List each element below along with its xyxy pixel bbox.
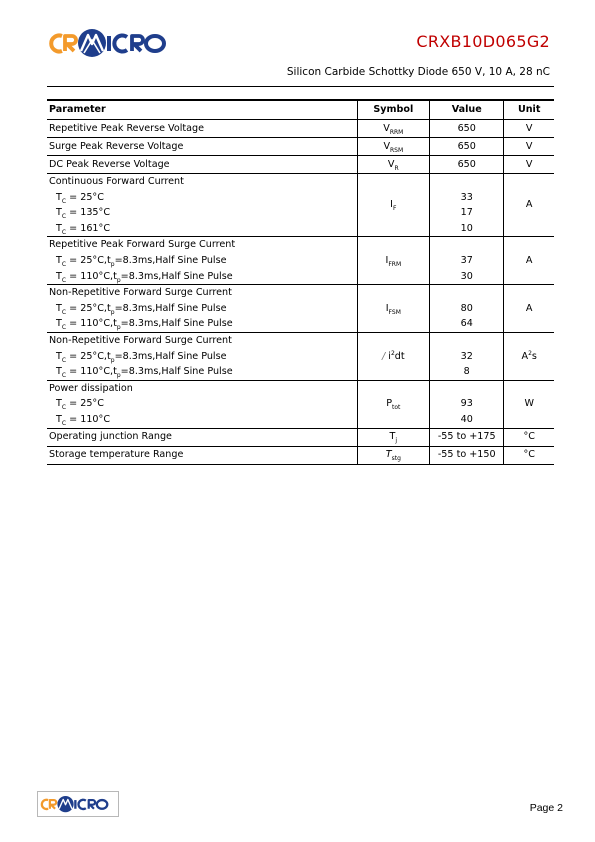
param-title: Continuous Forward Current: [49, 176, 184, 187]
symbol-cell: $V_{RRM}$: [357, 120, 430, 138]
param-title: Power dissipation: [49, 382, 133, 394]
value-cell: -55 to +150: [430, 446, 504, 464]
footer-company-logo: [37, 791, 119, 821]
param-cell: [47, 237, 357, 285]
table-row: [47, 332, 554, 380]
table-row: [47, 285, 554, 333]
condition-line: $T_C$ = $110^\circ C,t_p=8.3ms,Half$ Sine Pulse: [56, 366, 233, 380]
unit-cell: A: [504, 285, 554, 333]
value-cell: 33 17 10: [430, 174, 504, 237]
symbol-cell: $I_{FSM}$: [357, 285, 430, 333]
value-cell: -55 to +175: [430, 428, 504, 446]
condition-line: $T_C = 161^\circ C$: [56, 222, 111, 236]
symbol-cell: $V_{RSM}$: [357, 138, 430, 156]
param-title: Non-Repetitive Forward Surge Current: [49, 287, 232, 299]
header-value: Value: [430, 100, 504, 120]
condition-line: $T_C$ = $25^\circ C,t_p=8.3ms,Half$ Sine Pulse: [56, 254, 227, 268]
page-number: Page 2: [529, 802, 563, 814]
table-row: [47, 380, 554, 428]
symbol-cell: $T_j$: [357, 428, 430, 446]
table-row: [47, 120, 554, 138]
param-cell: [47, 285, 357, 333]
condition-line: $T_C = 25^\circ C$: [56, 191, 104, 205]
absolute-maximum-ratings-table: [47, 99, 554, 465]
symbol-cell: $T_{stg}$: [357, 446, 430, 464]
unit-cell: V: [504, 120, 554, 138]
header-divider: [47, 86, 554, 87]
table-row: [47, 138, 554, 156]
unit-cell: °C: [504, 446, 554, 464]
unit-cell: A: [504, 237, 554, 285]
unit-cell: A: [504, 174, 554, 237]
symbol-cell: $P_{tot}$: [357, 380, 430, 428]
condition-line: $T_C$ = $110^\circ C,t_p=8.3ms,Half$ Sine Pulse: [56, 270, 233, 284]
unit-cell: $A^2s$: [504, 332, 554, 380]
value-cell: 650: [430, 138, 504, 156]
value-cell: 650: [430, 120, 504, 138]
symbol-cell: $V_R$: [357, 156, 430, 174]
param-cell: Surge Peak Reverse Voltage: [47, 138, 357, 156]
value-cell: 650: [430, 156, 504, 174]
condition-line: $T_C$ = $110^\circ C,t_p=8.3ms,Half$ Sine Pulse: [56, 318, 233, 332]
symbol-cell: $I_{FRM}$: [357, 237, 430, 285]
table-row: [47, 237, 554, 285]
value-cell: 93 40: [430, 380, 504, 428]
symbol-cell: $I_F$: [357, 174, 430, 237]
table-row: [47, 446, 554, 464]
unit-cell: V: [504, 156, 554, 174]
unit-cell: V: [504, 138, 554, 156]
param-cell: DC Peak Reverse Voltage: [47, 156, 357, 174]
value-cell: 32 8: [430, 332, 504, 380]
param-title: Non-Repetitive Forward Surge Current: [49, 334, 232, 346]
param-cell: Storage temperature Range: [47, 446, 357, 464]
table-row: [47, 174, 554, 237]
symbol-cell: / $i^2dt$: [357, 332, 430, 380]
condition-line: $T_C$ = $25^\circ C,t_p=8.3ms,Half$ Sine Pulse: [56, 350, 227, 364]
header-parameter: Parameter: [47, 100, 357, 120]
param-cell: [47, 380, 357, 428]
param-cell: Operating junction Range: [47, 428, 357, 446]
param-cell: [47, 332, 357, 380]
unit-cell: W: [504, 380, 554, 428]
header-symbol: Symbol: [357, 100, 430, 120]
param-cell: [47, 174, 357, 237]
condition-line: $T_C$ = $25^\circ C,t_p=8.3ms,Half$ Sine Pulse: [56, 302, 227, 316]
table-header-row: [47, 100, 554, 120]
table-row: [47, 156, 554, 174]
condition-line: $T_C = 25^\circ C$: [56, 398, 104, 412]
condition-line: $T_C = 135^\circ C$: [56, 207, 111, 221]
value-cell: 80 64: [430, 285, 504, 333]
header-unit: Unit: [504, 100, 554, 120]
unit-cell: °C: [504, 428, 554, 446]
value-cell: 37 30: [430, 237, 504, 285]
param-title: Repetitive Peak Forward Surge Current: [49, 239, 236, 251]
company-logo: [48, 29, 180, 63]
condition-line: $T_C = 110^\circ C$: [56, 413, 111, 427]
param-cell: Repetitive Peak Reverse Voltage: [47, 120, 357, 138]
table-row: [47, 428, 554, 446]
document-subtitle: Silicon Carbide Schottky Diode 650 V, 10 A, 28 nC: [286, 66, 550, 78]
part-number: CRXB10D065G2: [416, 32, 550, 51]
